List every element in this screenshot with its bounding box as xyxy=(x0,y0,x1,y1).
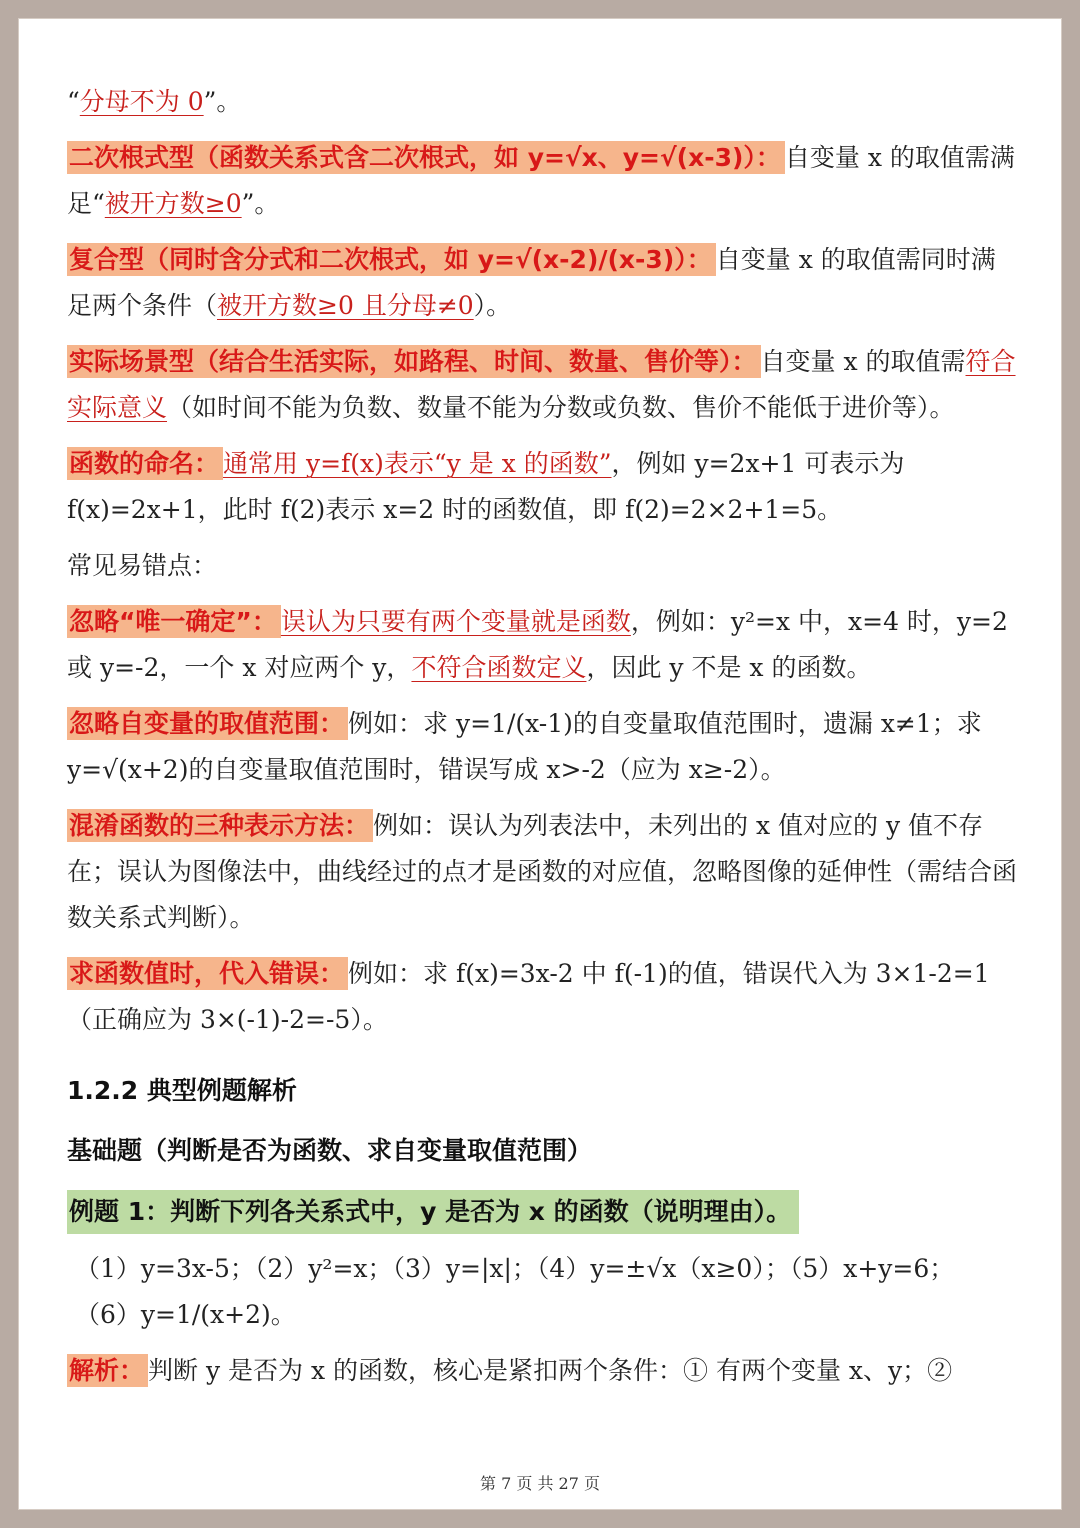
underlined-text: 通常用 y=f(x)表示“y 是 x 的函数” xyxy=(223,449,612,478)
paragraph-practical-type: 实际场景型（结合生活实际，如路程、时间、数量、售价等）： 自变量 x 的取值需符合实际意义（如时间不能为负数、数量不能为分数或负数、售价不能低于进价等）。 xyxy=(67,347,1016,422)
paragraph-function-naming: 函数的命名： 通常用 y=f(x)表示“y 是 x 的函数”，例如 y=2x+1 可表示为 f(x)=2x+1，此时 f(2)表示 x=2 时的函数值，即 f(2)=2×2+1=5。 xyxy=(67,449,905,524)
example-1-title: 例题 1：判断下列各关系式中，y 是否为 x 的函数（说明理由）。 xyxy=(67,1190,799,1234)
underlined-text: 误认为只要有两个变量就是函数 xyxy=(280,607,631,636)
highlight-label: 解析： xyxy=(67,1354,148,1387)
example-1-items xyxy=(67,1246,1017,1338)
page-content xyxy=(67,79,1017,1404)
highlight-label: 函数的命名： xyxy=(67,447,223,480)
paragraph-mistake-representation: 混淆函数的三种表示方法： 例如：误认为列表法中，未列出的 x 值对应的 y 值不存在；误认为图像法中，曲线经过的点才是函数的对应值，忽略图像的延伸性（需结合函数关系式判断）。 xyxy=(67,811,1018,932)
subsection-title: 基础题（判断是否为函数、求自变量取值范围） xyxy=(67,1136,593,1165)
example-1-line-1: （1）y=3x-5；（2）y²=x；（3）y=|x|；（4）y=±√x（x≥0）；（5）x+y=6； xyxy=(75,1254,955,1283)
underlined-text: 被开方数≥0 xyxy=(104,189,242,218)
highlight-label: 求函数值时，代入错误： xyxy=(67,957,348,990)
paragraph-mistake-substitution: 求函数值时，代入错误： 例如：求 f(x)=3x-2 中 f(-1)的值，错误代入为 3×1-2=1（正确应为 3×(-1)-2=-5）。 xyxy=(67,959,990,1034)
underlined-text: 被开方数≥0 且分母≠0 xyxy=(217,291,474,320)
example-1-line-2: （6）y=1/(x+2)。 xyxy=(75,1300,296,1329)
common-mistakes-heading: 常见易错点： xyxy=(67,551,218,580)
paragraph-mistake-domain: 忽略自变量的取值范围： 例如：求 y=1/(x-1)的自变量取值范围时，遗漏 x≠1；求 y=√(x+2)的自变量取值范围时，错误写成 x>-2（应为 x≥-2）。 xyxy=(67,709,982,784)
page-footer: 第 7 页 共 27 页 xyxy=(480,1474,600,1493)
section-title: 1.2.2 典型例题解析 xyxy=(67,1076,297,1105)
underlined-text: 不符合函数定义 xyxy=(411,653,587,682)
document-page xyxy=(18,18,1062,1510)
highlight-label: 实际场景型（结合生活实际，如路程、时间、数量、售价等）： xyxy=(67,345,761,378)
paragraph-fraction-end: “分母不为 0”。 xyxy=(67,87,242,116)
underlined-text: 符合实际意义 xyxy=(67,347,1016,422)
paragraph-analysis: 解析： 判断 y 是否为 x 的函数，核心是紧扣两个条件：① 有两个变量 x、y；② xyxy=(69,1356,953,1385)
paragraph-radical-type: 二次根式型（函数关系式含二次根式，如 y=√x、y=√(x-3)）： 自变量 x 的取值需满足“被开方数≥0”。 xyxy=(67,143,1015,218)
highlight-label: 复合型（同时含分式和二次根式，如 y=√(x-2)/(x-3)）： xyxy=(67,243,716,276)
highlight-label: 混淆函数的三种表示方法： xyxy=(67,809,373,842)
paragraph-mistake-uniqueness: 忽略“唯一确定”： 误认为只要有两个变量就是函数，例如：y²=x 中，x=4 时，y=2 或 y=-2，一个 x 对应两个 y，不符合函数定义，因此 y 不是 x 的函数。 xyxy=(67,607,1008,682)
highlight-label: 忽略“唯一确定”： xyxy=(67,605,281,638)
paragraph-compound-type: 复合型（同时含分式和二次根式，如 y=√(x-2)/(x-3)）： 自变量 x 的取值需同时满足两个条件（被开方数≥0 且分母≠0）。 xyxy=(67,245,996,320)
highlight-label: 二次根式型（函数关系式含二次根式，如 y=√x、y=√(x-3)）： xyxy=(67,141,785,174)
underlined-text: 分母不为 0 xyxy=(79,87,204,116)
highlight-label: 忽略自变量的取值范围： xyxy=(67,707,348,740)
